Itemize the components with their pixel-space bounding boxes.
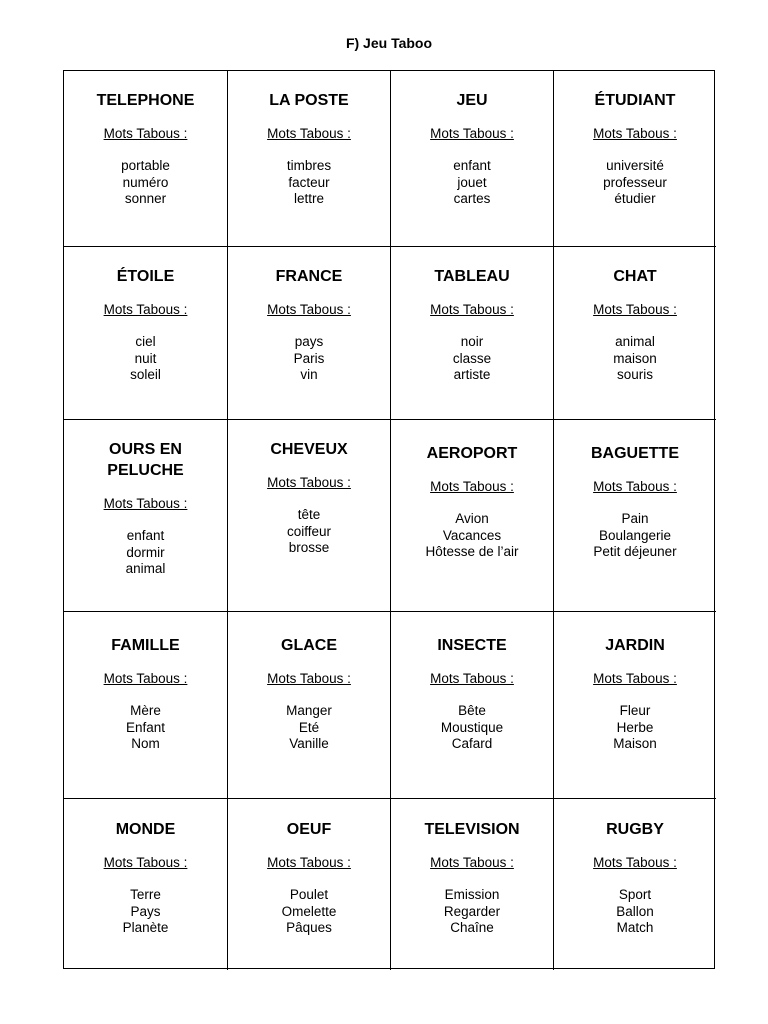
tabou-word: Nom (131, 736, 160, 751)
card-word: CHAT (613, 268, 657, 285)
tabou-word: ciel (135, 334, 156, 349)
tabou-list (130, 334, 161, 384)
card-word: TABLEAU (434, 268, 510, 285)
tabou-list (603, 158, 667, 208)
mots-tabous-label: Mots Tabous : (267, 302, 351, 317)
tabou-list (593, 511, 676, 561)
taboo-card (64, 420, 228, 612)
tabou-word: Avion (455, 511, 489, 526)
taboo-card (554, 247, 716, 420)
tabou-word: noir (460, 334, 484, 349)
tabou-word: Emission (444, 887, 500, 902)
tabou-word: lettre (293, 191, 324, 206)
taboo-card-grid (63, 70, 715, 969)
tabou-list (453, 158, 491, 208)
tabou-list (123, 887, 169, 937)
taboo-card (391, 612, 554, 799)
tabou-word: Eté (298, 719, 320, 735)
mots-tabous-label: Mots Tabous : (430, 126, 514, 141)
mots-tabous-label: Mots Tabous : (103, 302, 188, 317)
tabou-word: Pain (621, 511, 649, 526)
taboo-card (228, 612, 391, 799)
tabou-word: Poulet (289, 887, 329, 902)
mots-tabous-label: Mots Tabous : (267, 126, 351, 141)
tabou-word: Planète (122, 920, 169, 935)
taboo-card (391, 420, 554, 612)
taboo-card (554, 71, 716, 247)
tabou-word: souris (616, 367, 653, 382)
card-word: GLACE (281, 637, 337, 654)
mots-tabous-label: Mots Tabous : (593, 302, 677, 317)
tabou-word: Fleur (619, 703, 651, 718)
tabou-word: artiste (453, 367, 491, 382)
tabou-word: Moustique (440, 719, 504, 735)
tabou-list (453, 334, 491, 384)
mots-tabous-label: Mots Tabous : (430, 479, 514, 494)
tabou-word: Bête (458, 703, 486, 718)
card-word: BAGUETTE (591, 445, 679, 462)
taboo-card (64, 71, 228, 247)
tabou-word: Pâques (286, 920, 332, 935)
tabou-word: étudier (614, 191, 656, 206)
tabou-word: professeur (603, 174, 667, 190)
card-word: AEROPORT (426, 445, 518, 462)
tabou-word: Terre (130, 887, 161, 902)
tabou-word: timbres (286, 158, 332, 173)
tabou-list (444, 887, 500, 937)
taboo-card (391, 247, 554, 420)
card-word: ÉTOILE (116, 268, 175, 285)
tabou-word: Mère (130, 703, 161, 718)
mots-tabous-label: Mots Tabous : (103, 671, 188, 686)
tabou-word: numéro (122, 174, 169, 190)
tabou-word: maison (613, 350, 657, 366)
taboo-card (64, 247, 228, 420)
card-word: TELEPHONE (96, 92, 195, 109)
taboo-card (554, 420, 716, 612)
mots-tabous-label: Mots Tabous : (267, 671, 351, 686)
card-word: MONDE (115, 821, 176, 838)
tabou-word: dormir (126, 544, 165, 560)
taboo-card (554, 612, 716, 799)
tabou-word: enfant (126, 528, 165, 543)
taboo-card (391, 799, 554, 970)
tabou-list (126, 703, 165, 753)
tabou-list (121, 158, 170, 208)
tabou-word: facteur (288, 174, 330, 190)
card-word: FRANCE (275, 268, 343, 285)
tabou-word: animal (615, 334, 655, 349)
tabou-word: Boulangerie (598, 527, 672, 543)
taboo-card (228, 799, 391, 970)
tabou-word: Vanille (289, 736, 329, 751)
card-word: RUGBY (606, 821, 664, 838)
tabou-word: Sport (618, 887, 652, 902)
taboo-card (64, 799, 228, 970)
tabou-word: enfant (453, 158, 491, 173)
tabou-word: Vacances (442, 527, 502, 543)
mots-tabous-label: Mots Tabous : (593, 671, 677, 686)
tabou-list (616, 887, 654, 937)
card-word: FAMILLE (111, 637, 180, 654)
tabou-word: Pays (130, 903, 161, 919)
tabou-list (613, 703, 657, 753)
card-word: TELEVISION (424, 821, 520, 838)
tabou-word: soleil (130, 367, 161, 382)
tabou-word: animal (125, 561, 166, 576)
tabou-word: portable (121, 158, 170, 173)
mots-tabous-label: Mots Tabous : (593, 479, 677, 494)
mots-tabous-label: Mots Tabous : (593, 126, 677, 141)
tabou-word: Herbe (616, 719, 654, 735)
card-word: ÉTUDIANT (594, 92, 676, 109)
tabou-word: Regarder (443, 903, 501, 919)
taboo-card (64, 612, 228, 799)
tabou-word: tête (297, 507, 321, 522)
card-word: JEU (456, 92, 488, 109)
tabou-word: coiffeur (286, 523, 332, 539)
tabou-list (441, 703, 503, 753)
tabou-word: Petit déjeuner (593, 544, 677, 559)
mots-tabous-label: Mots Tabous : (593, 855, 677, 870)
tabou-word: Chaîne (450, 920, 494, 935)
tabou-word: Match (616, 920, 654, 935)
tabou-word: Omelette (281, 903, 337, 919)
tabou-word: Cafard (451, 736, 493, 751)
mots-tabous-label: Mots Tabous : (103, 855, 188, 870)
card-word: LA POSTE (269, 92, 349, 109)
tabou-word: université (606, 158, 664, 173)
tabou-list (287, 158, 331, 208)
card-word: INSECTE (437, 637, 507, 654)
tabou-word: vin (300, 367, 318, 382)
mots-tabous-label: Mots Tabous : (430, 302, 514, 317)
card-word: CHEVEUX (270, 441, 348, 458)
tabou-word: Ballon (616, 903, 654, 919)
tabou-list (287, 507, 331, 557)
tabou-word: nuit (134, 350, 157, 366)
tabou-word: Paris (293, 350, 325, 366)
card-word: JARDIN (605, 637, 665, 654)
tabou-list (282, 887, 337, 937)
tabou-word: brosse (288, 540, 330, 555)
taboo-card (228, 420, 391, 612)
tabou-list (613, 334, 657, 384)
page-title: F) Jeu Taboo (345, 35, 433, 51)
tabou-list (286, 703, 332, 753)
taboo-card (391, 71, 554, 247)
card-word: OEUF (286, 821, 332, 838)
tabou-word: pays (294, 334, 324, 349)
taboo-card (228, 71, 391, 247)
tabou-word: classe (452, 350, 492, 366)
tabou-word: jouet (457, 174, 487, 190)
tabou-word: cartes (453, 191, 491, 206)
tabou-list (126, 528, 166, 578)
tabou-word: Manger (286, 703, 332, 718)
mots-tabous-label: Mots Tabous : (267, 855, 351, 870)
mots-tabous-label: Mots Tabous : (267, 475, 351, 490)
mots-tabous-label: Mots Tabous : (430, 671, 514, 686)
tabou-list (425, 511, 518, 561)
mots-tabous-label: Mots Tabous : (430, 855, 514, 870)
mots-tabous-label: Mots Tabous : (103, 126, 188, 141)
tabou-word: Maison (613, 736, 657, 751)
tabou-word: Enfant (125, 719, 166, 735)
tabou-list (294, 334, 325, 384)
taboo-card (554, 799, 716, 970)
tabou-word: sonner (124, 191, 167, 206)
taboo-card (228, 247, 391, 420)
tabou-word: Hôtesse de l’air (425, 544, 519, 559)
mots-tabous-label: Mots Tabous : (103, 496, 188, 511)
card-word: OURS EN PELUCHE (107, 441, 184, 479)
